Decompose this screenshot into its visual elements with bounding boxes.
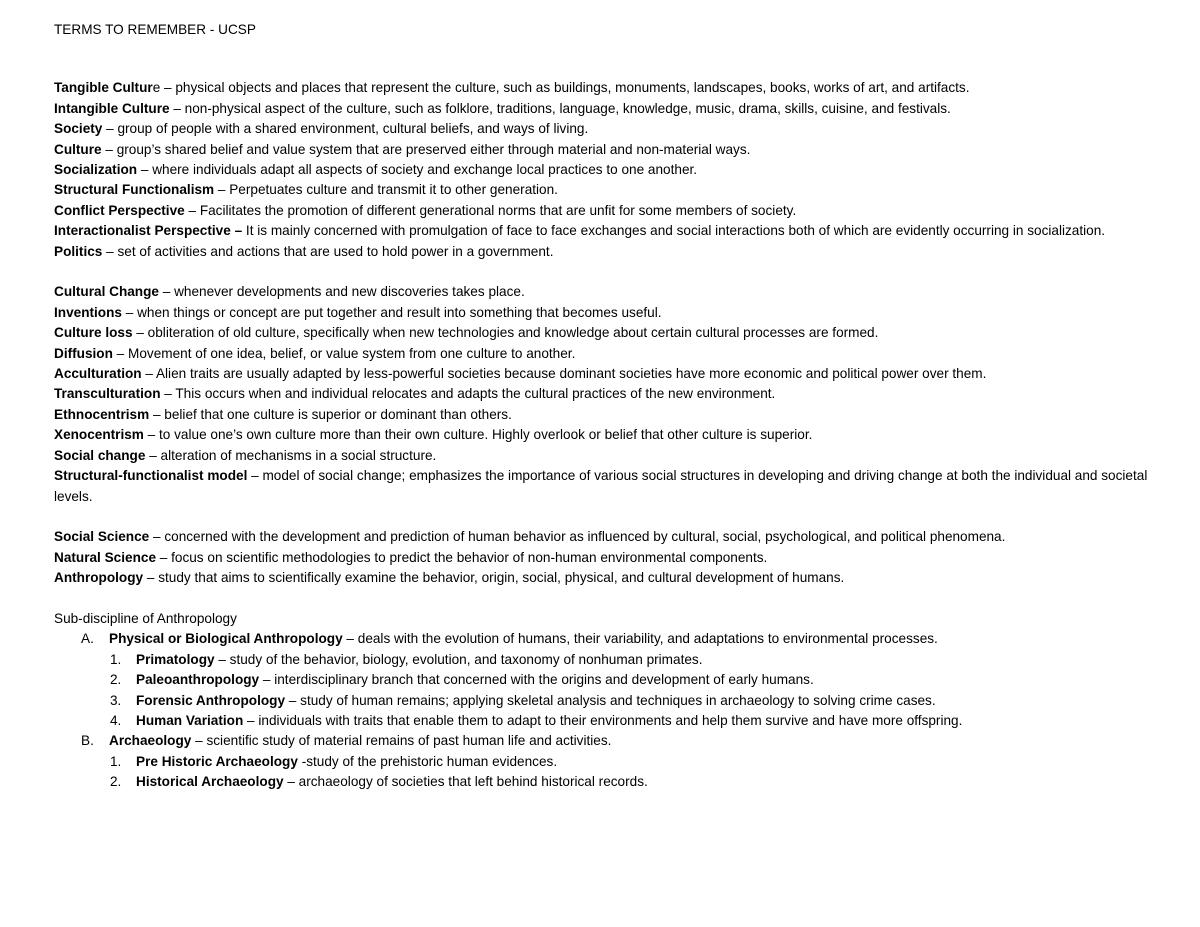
term-definition: – deals with the evolution of humans, their variability, and adaptations to environmental processes. bbox=[342, 631, 938, 647]
term-entry bbox=[54, 282, 1160, 302]
list-item bbox=[54, 650, 1160, 670]
term-name: Structural Functionalism bbox=[54, 182, 215, 198]
term-name: Transculturation bbox=[54, 386, 161, 402]
term-name: Conflict Perspective bbox=[54, 202, 185, 218]
term-entry bbox=[54, 99, 1160, 119]
term-entry bbox=[54, 160, 1160, 180]
term-name: Cultural Change bbox=[54, 284, 159, 300]
list-marker: B. bbox=[81, 733, 94, 749]
list-item bbox=[54, 772, 1160, 792]
term-name: Natural Science bbox=[54, 549, 156, 565]
term-definition: – where individuals adapt all aspects of society and exchange local practices to one another. bbox=[137, 162, 698, 178]
terms-group-1 bbox=[54, 78, 1160, 262]
term-definition: – Movement of one idea, belief, or value system from one culture to another. bbox=[112, 345, 576, 361]
term-entry bbox=[54, 527, 1160, 547]
term-definition: – obliteration of old culture, specifically when new technologies and knowledge about certain cultural processes are formed. bbox=[132, 325, 879, 341]
term-name: Primatology bbox=[136, 651, 215, 667]
term-definition: – whenever developments and new discoveries takes place. bbox=[158, 284, 525, 300]
term-entry bbox=[54, 180, 1160, 200]
term-entry bbox=[54, 201, 1160, 221]
term-name: Intangible Culture bbox=[54, 100, 170, 116]
terms-group-2 bbox=[54, 282, 1160, 506]
term-entry bbox=[54, 119, 1160, 139]
term-definition: – group of people with a shared environment, cultural beliefs, and ways of living. bbox=[102, 121, 589, 137]
subdiscipline-section bbox=[54, 609, 1160, 793]
term-entry bbox=[54, 221, 1160, 241]
term-entry bbox=[54, 425, 1160, 445]
term-name: Archaeology bbox=[109, 733, 192, 749]
term-definition: – model of social change; emphasizes the importance of various social structures in developing and driving change at both the individual and societal levels. bbox=[54, 468, 1148, 504]
term-name: Tangible Cultur bbox=[54, 80, 153, 96]
term-definition: – focus on scientific methodologies to predict the behavior of non-human environmental components. bbox=[156, 549, 768, 565]
term-definition: – belief that one culture is superior or dominant than others. bbox=[149, 406, 512, 422]
term-definition: – scientific study of material remains of past human life and activities. bbox=[191, 733, 612, 749]
term-name: Society bbox=[54, 121, 103, 137]
list-marker: 2. bbox=[110, 672, 122, 688]
term-name: Social change bbox=[54, 447, 146, 463]
term-entry bbox=[54, 384, 1160, 404]
list-marker: 4. bbox=[110, 712, 122, 728]
list-marker: 2. bbox=[110, 774, 122, 790]
term-definition: It is mainly concerned with promulgation of face to face exchanges and social interactions both of which are evidently occurring in socialization. bbox=[242, 223, 1106, 239]
spacer bbox=[54, 507, 1160, 527]
term-entry bbox=[54, 78, 1160, 98]
terms-group-3 bbox=[54, 527, 1160, 588]
list-marker: 1. bbox=[110, 753, 122, 769]
list-item bbox=[54, 691, 1160, 711]
term-name: Xenocentrism bbox=[54, 427, 144, 443]
term-entry bbox=[54, 548, 1160, 568]
term-entry bbox=[54, 344, 1160, 364]
spacer bbox=[54, 589, 1160, 609]
term-name: Historical Archaeology bbox=[136, 774, 284, 790]
term-name: Diffusion bbox=[54, 345, 113, 361]
term-definition: – interdisciplinary branch that concerned with the origins and development of early humans. bbox=[259, 672, 814, 688]
term-definition: – alteration of mechanisms in a social structure. bbox=[145, 447, 437, 463]
term-entry bbox=[54, 242, 1160, 262]
term-name: Paleoanthropology bbox=[136, 672, 260, 688]
term-definition: – Perpetuates culture and transmit it to other generation. bbox=[214, 182, 558, 198]
term-definition: – This occurs when and individual relocates and adapts the cultural practices of the new environment. bbox=[160, 386, 776, 402]
subdiscipline-a bbox=[54, 629, 1160, 649]
term-definition: – archaeology of societies that left behind historical records. bbox=[283, 774, 648, 790]
list-marker: 3. bbox=[110, 692, 122, 708]
term-definition: – group’s shared belief and value system that are preserved either through material and non-material ways. bbox=[101, 141, 751, 157]
term-entry bbox=[54, 405, 1160, 425]
term-definition: – Alien traits are usually adapted by less-powerful societies because dominant societies have more economic and political power over them. bbox=[141, 366, 987, 382]
list-item bbox=[54, 752, 1160, 772]
term-definition: – non-physical aspect of the culture, such as folklore, traditions, language, knowledge, music, drama, skills, cuisine, and festivals. bbox=[169, 100, 951, 116]
document-title: TERMS TO REMEMBER - UCSP bbox=[54, 22, 256, 37]
term-name: Inventions bbox=[54, 304, 122, 320]
term-name: Socialization bbox=[54, 162, 138, 178]
term-entry bbox=[54, 303, 1160, 323]
term-entry bbox=[54, 568, 1160, 588]
term-name: Culture loss bbox=[54, 325, 133, 341]
term-name: Anthropology bbox=[54, 570, 144, 586]
term-name: Politics bbox=[54, 243, 103, 259]
term-definition: – study of human remains; applying skeletal analysis and techniques in archaeology to solving crime cases. bbox=[285, 692, 936, 708]
term-definition: – set of activities and actions that are used to hold power in a government. bbox=[102, 243, 554, 259]
list-marker: 1. bbox=[110, 651, 122, 667]
term-name: Ethnocentrism bbox=[54, 406, 150, 422]
list-marker: A. bbox=[81, 631, 94, 647]
term-definition: – physical objects and places that represent the culture, such as buildings, monuments, landscapes, books, works of art, and artifacts. bbox=[160, 80, 970, 96]
term-entry bbox=[54, 140, 1160, 160]
term-definition: – individuals with traits that enable them to adapt to their environments and help them survive and have more offspring. bbox=[243, 712, 963, 728]
term-name: Social Science bbox=[54, 529, 150, 545]
term-name: Structural-functionalist model bbox=[54, 468, 248, 484]
term-definition: – concerned with the development and prediction of human behavior as influenced by cultural, social, psychological, and political phenomena. bbox=[149, 529, 1006, 545]
term-name: Culture bbox=[54, 141, 102, 157]
spacer bbox=[54, 262, 1160, 282]
subdiscipline-b bbox=[54, 731, 1160, 751]
term-entry bbox=[54, 323, 1160, 343]
term-name: Interactionalist Perspective – bbox=[54, 223, 243, 239]
term-entry bbox=[54, 446, 1160, 466]
term-name: Physical or Biological Anthropology bbox=[109, 631, 343, 647]
list-item bbox=[54, 711, 1160, 731]
term-definition: – study of the behavior, biology, evolution, and taxonomy of nonhuman primates. bbox=[214, 651, 703, 667]
section-label: Sub-discipline of Anthropology bbox=[54, 610, 237, 626]
term-entry bbox=[54, 364, 1160, 384]
term-definition: – to value one’s own culture more than their own culture. Highly overlook or belief that other culture is superior. bbox=[143, 427, 813, 443]
term-tail: e bbox=[152, 80, 161, 96]
term-name: Human Variation bbox=[136, 712, 244, 728]
term-name: Acculturation bbox=[54, 366, 142, 382]
term-definition: – when things or concept are put together and result into something that becomes useful. bbox=[121, 304, 662, 320]
term-definition: -study of the prehistoric human evidences. bbox=[297, 753, 558, 769]
term-entry bbox=[54, 466, 1160, 507]
list-item bbox=[54, 670, 1160, 690]
term-definition: – Facilitates the promotion of different generational norms that are unfit for some members of society. bbox=[184, 202, 797, 218]
term-name: Pre Historic Archaeology bbox=[136, 753, 298, 769]
term-definition: – study that aims to scientifically examine the behavior, origin, social, physical, and cultural development of humans. bbox=[143, 570, 845, 586]
term-name: Forensic Anthropology bbox=[136, 692, 286, 708]
